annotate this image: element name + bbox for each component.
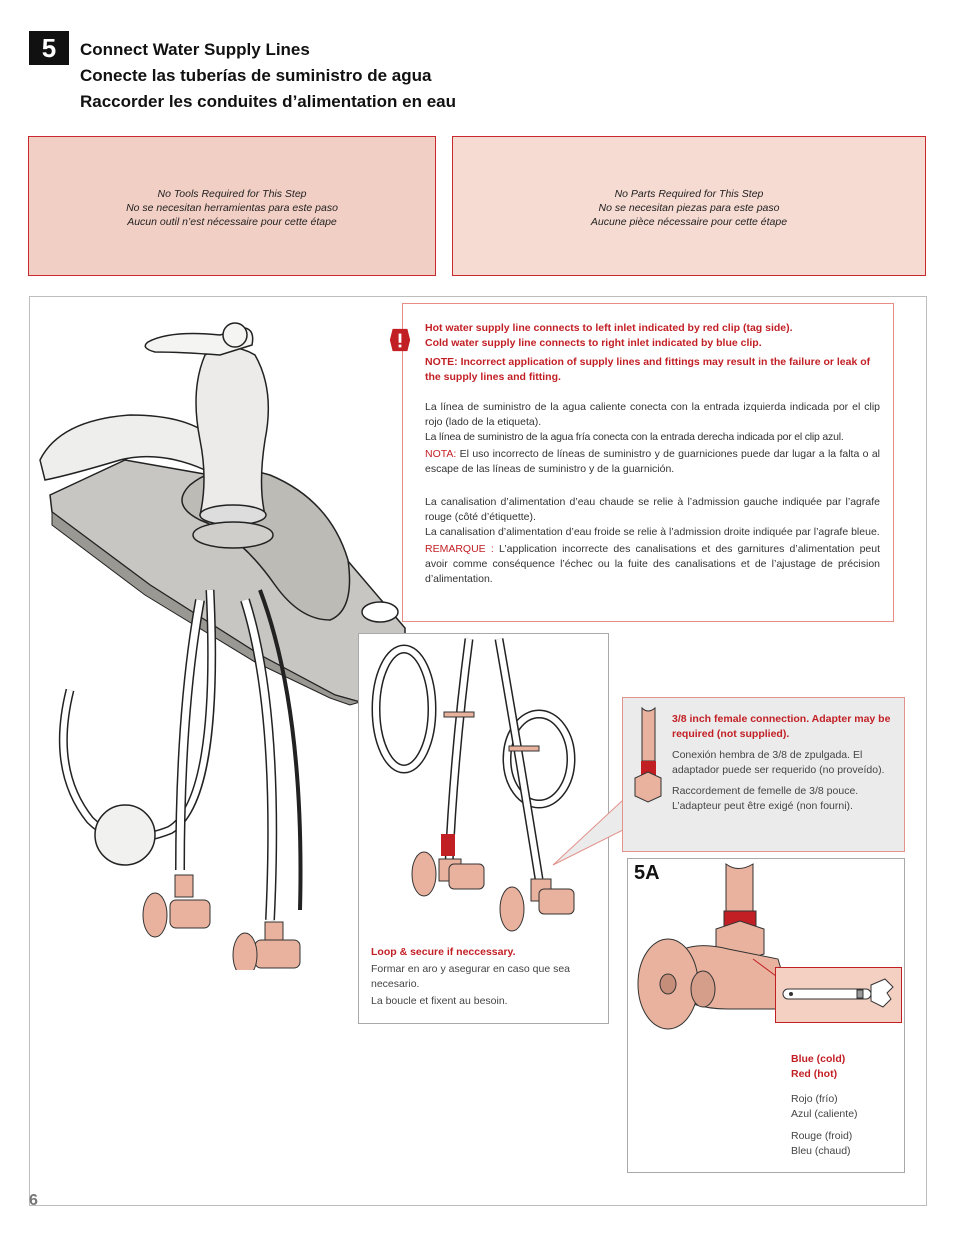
adapter-note-en: 3/8 inch female connection. Adapter may be required (not supplied).: [672, 713, 891, 740]
warning-cold-es: La línea de suministro de la agua fría conecta con la entrada derecha indicada por el clip azul.: [425, 431, 844, 443]
valve-color-fr-2: Bleu (chaud): [791, 1145, 851, 1157]
parts-line-en: No Parts Required for This Step: [614, 188, 764, 200]
title-french: Raccorder les conduites d’alimentation en eau: [80, 92, 456, 111]
valve-color-en-2: Red (hot): [791, 1068, 838, 1080]
supply-line-warning-box: [402, 303, 894, 622]
warning-note-es-text: El uso incorrecto de líneas de suministro y de guarniciones puede dar lugar a la falta o al escape de las líneas de suministro y de la guarnición.: [425, 448, 880, 475]
warning-hot-en: Hot water supply line connects to left inlet indicated by red clip (tag side).: [425, 322, 793, 334]
warning-note-en: NOTE: Incorrect application of supply lines and fittings may result in the failure or leak of the supply lines and fitting.: [425, 356, 871, 383]
tools-required-box: [28, 136, 436, 276]
parts-line-es: No se necesitan piezas para este paso: [598, 202, 780, 214]
title-spanish: Conecte las tuberías de suministro de agua: [80, 66, 432, 85]
adapter-note-fr: Raccordement de femelle de 3/8 pouce. L’adapteur peut être exigé (non fourni).: [672, 785, 859, 812]
warning-note-fr: [425, 542, 880, 587]
parts-required-box: [452, 136, 926, 276]
loop-caption-en: Loop & secure if neccessary.: [371, 946, 516, 958]
valve-color-fr-1: Rouge (froid): [791, 1130, 853, 1142]
right-shutoff-valve: [233, 922, 300, 970]
adapter-note-box: [622, 697, 905, 852]
exclamation-icon: [388, 326, 412, 354]
warning-hot-fr: La canalisation d’alimentation d’eau chaude se relie à l’admission gauche indiquée par l’agrafe rouge (côté d’étiquette).: [425, 496, 880, 523]
valve-color-es-2: Azul (caliente): [791, 1108, 858, 1120]
tools-line-en: No Tools Required for This Step: [157, 188, 307, 200]
valve-color-es-1: Rojo (frío): [791, 1093, 838, 1105]
warning-cold-fr: La canalisation d’alimentation d’eau froide se relie à l’admission droite indiquée par l’agrafe bleue.: [425, 526, 880, 538]
warning-cold-en: Cold water supply line connects to right inlet indicated by blue clip.: [425, 337, 762, 349]
loop-caption-fr: La boucle et fixent au besoin.: [371, 995, 508, 1007]
left-shutoff-valve: [143, 875, 210, 937]
title-english: Connect Water Supply Lines: [80, 40, 310, 59]
page-number: 6: [29, 1192, 38, 1209]
step-title-block: [80, 37, 456, 115]
tools-line-fr: Aucun outil n’est nécessaire pour cette étape: [127, 216, 337, 228]
step-number-badge: 5: [29, 31, 69, 65]
figure-5a-label: 5A: [634, 862, 660, 884]
looped-supply-lines-illustration: [359, 634, 608, 944]
adapter-note-es: Conexión hembra de 3/8 de zpulgada. El adaptador puede ser requerido (no proveído).: [672, 749, 885, 776]
figure-5a-box: [627, 858, 905, 1173]
valve-color-en-1: Blue (cold): [791, 1053, 846, 1065]
faucet-illustration: [30, 310, 410, 970]
loop-caption-es: Formar en aro y asegurar en caso que sea necesario.: [371, 963, 571, 990]
warning-note-fr-text: L’application incorrecte des canalisations et des garnitures d’alimentation peut avoir comme conséquence l’échec ou la fuite des canalisations et de l’ajustage de précision d’alimentation.: [425, 543, 881, 585]
tools-line-es: No se necesitan herramientas para este paso: [126, 202, 338, 214]
adjustable-wrench-icon: [775, 967, 902, 1023]
warning-hot-es: La línea de suministro de la agua caliente conecta con la entrada izquierda indicada por el clip rojo (lado de la etiqueta).: [425, 401, 880, 428]
warning-note-es-label: NOTA:: [425, 448, 457, 460]
warning-note-fr-label: REMARQUE :: [425, 543, 494, 555]
parts-line-fr: Aucune pièce nécessaire pour cette étape: [590, 216, 788, 228]
warning-note-es: [425, 447, 880, 477]
adapter-callout-pointer: [548, 790, 628, 870]
female-connection-icon: [633, 706, 663, 806]
